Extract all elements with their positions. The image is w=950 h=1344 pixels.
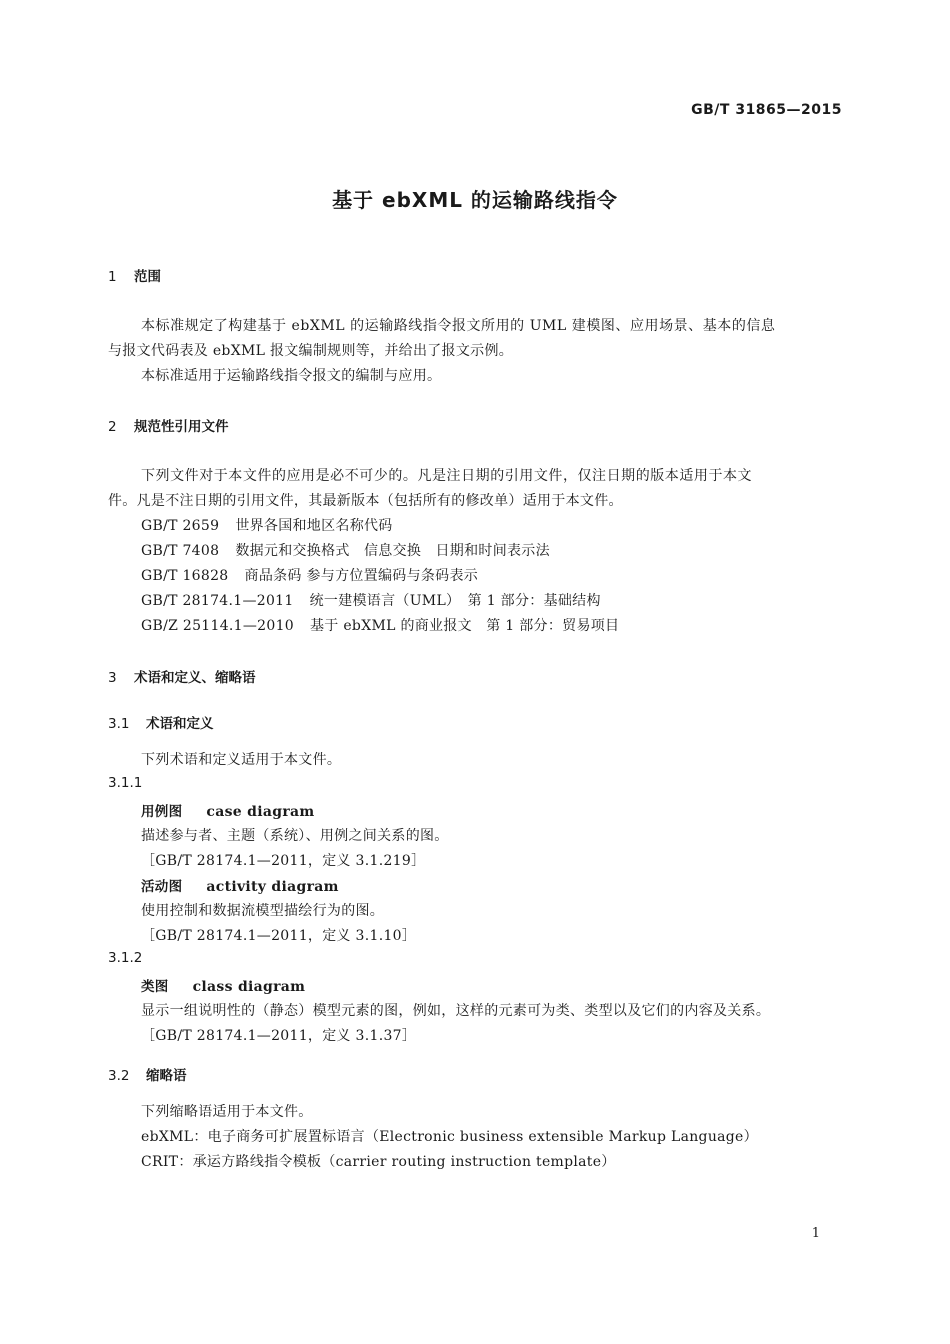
- section-2-title: 规范性引用文件: [134, 419, 229, 435]
- section-3-1-heading: [108, 712, 214, 732]
- section-3-1-number: 3.1: [108, 716, 130, 732]
- abbreviation-ebxml: ebXML：电子商务可扩展置标语言（Electronic business extensible Markup Language）: [141, 1129, 758, 1145]
- reference-title: 世界各国和地区名称代码: [235, 518, 393, 534]
- standard-code: GB/T 31865—2015: [691, 102, 842, 118]
- section-2-number: 2: [108, 419, 117, 435]
- document-title: 基于 ebXML 的运输路线指令: [332, 188, 618, 212]
- reference-code: GB/T 2659: [141, 518, 220, 534]
- section-3-2-intro: 下列缩略语适用于本文件。: [141, 1104, 313, 1120]
- section-3-1-title: 术语和定义: [146, 716, 214, 732]
- section-1-title: 范围: [134, 269, 161, 285]
- abbreviation-crit: CRIT：承运方路线指令模板（carrier routing instruction template）: [141, 1154, 616, 1170]
- term-en: class diagram: [192, 979, 306, 995]
- term-activity-diagram-definition: 使用控制和数据流模型描绘行为的图。: [141, 903, 385, 919]
- section-1-para-1-line-1: 本标准规定了构建基于 ebXML 的运输路线指令报文所用的 UML 建模图、应用场景、基本的信息: [141, 318, 776, 334]
- term-en: activity diagram: [206, 879, 339, 895]
- term-en: case diagram: [206, 804, 315, 820]
- reference-item: [141, 590, 601, 610]
- section-3-2-heading: [108, 1064, 187, 1084]
- reference-code: GB/T 7408: [141, 543, 220, 559]
- section-1-para-1-line-2: 与报文代码表及 ebXML 报文编制规则等，并给出了报文示例。: [108, 343, 514, 359]
- reference-item: [141, 565, 478, 585]
- reference-item: [141, 615, 619, 635]
- section-3-1-intro: 下列术语和定义适用于本文件。: [141, 752, 342, 768]
- reference-title: 基于 ebXML 的商业报文 第 1 部分：贸易项目: [310, 618, 620, 634]
- reference-code: GB/T 28174.1—2011: [141, 593, 294, 609]
- term-activity-diagram: [141, 875, 339, 895]
- section-2-para-1-line-2: 件。凡是不注日期的引用文件，其最新版本（包括所有的修改单）适用于本文件。: [108, 493, 623, 509]
- term-case-diagram: [141, 800, 315, 820]
- term-case-diagram-definition: 描述参与者、主题（系统）、用例之间关系的图。: [141, 828, 449, 844]
- reference-code: GB/Z 25114.1—2010: [141, 618, 294, 634]
- term-case-diagram-source: ［GB/T 28174.1—2011，定义 3.1.219］: [141, 853, 426, 869]
- term-class-diagram: [141, 975, 305, 995]
- term-zh: 用例图: [141, 804, 183, 820]
- section-2-para-1-line-1: 下列文件对于本文件的应用是必不可少的。凡是注日期的引用文件，仅注日期的版本适用于本文: [141, 468, 753, 484]
- term-activity-diagram-source: ［GB/T 28174.1—2011，定义 3.1.10］: [141, 928, 417, 944]
- reference-item: [141, 515, 393, 535]
- term-zh: 活动图: [141, 879, 183, 895]
- page-number: 1: [811, 1226, 820, 1241]
- reference-item: [141, 540, 550, 560]
- section-3-1-1-number: 3.1.1: [108, 775, 143, 791]
- reference-title: 商品条码 参与方位置编码与条码表示: [244, 568, 479, 584]
- section-1-para-2: 本标准适用于运输路线指令报文的编制与应用。: [141, 368, 442, 384]
- section-3-1-2-number: 3.1.2: [108, 950, 143, 966]
- section-1-number: 1: [108, 269, 117, 285]
- section-1-heading: [108, 265, 161, 285]
- section-3-heading: [108, 666, 256, 686]
- section-3-2-number: 3.2: [108, 1068, 130, 1084]
- term-class-diagram-source: ［GB/T 28174.1—2011，定义 3.1.37］: [141, 1028, 417, 1044]
- reference-code: GB/T 16828: [141, 568, 229, 584]
- term-class-diagram-definition: 显示一组说明性的（静态）模型元素的图，例如，这样的元素可为类、类型以及它们的内容及关系。: [141, 1003, 771, 1019]
- section-3-number: 3: [108, 670, 117, 686]
- section-3-2-title: 缩略语: [146, 1068, 187, 1084]
- section-3-title: 术语和定义、缩略语: [134, 670, 256, 686]
- term-zh: 类图: [141, 979, 169, 995]
- reference-title: 统一建模语言（UML） 第 1 部分：基础结构: [309, 593, 601, 609]
- section-2-heading: [108, 415, 229, 435]
- reference-title: 数据元和交换格式 信息交换 日期和时间表示法: [235, 543, 550, 559]
